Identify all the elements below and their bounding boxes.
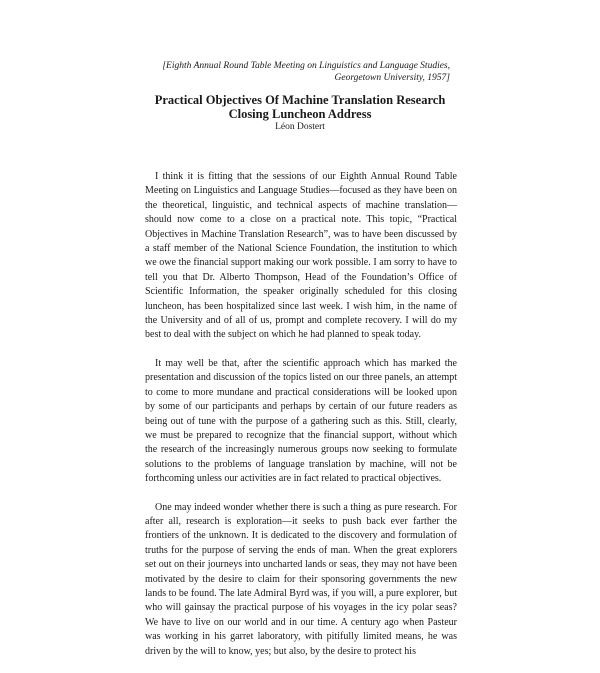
paragraph-1: I think it is fitting that the sessions of our Eighth Annual Round Table Meeting on Linguistics and Language Studies—focused as they have been on the theoretical, linguistic, and technical aspects of machine translation— should now come to a close on a practical note. This topic, “Practical Objectives in Machine Translation Research”, was to have been discussed by a staff member of the National Science Foundation, the institution to which we owe the financial support making our work possible. I am sorry to have to tell you that Dr. Alberto Thompson, Head of the Foundation’s Office of Scientific Information, the speaker originally scheduled for this closing luncheon, has been hospitalized since last week. I wish him, in the name of the University and of all of us, prompt and complete recovery. I will do my best to deal with the subject on which he had planned to speak today. <box>145 171 457 341</box>
source-line-1: [Eighth Annual Round Table Meeting on Linguistics and Language Studies, <box>162 61 450 71</box>
author-name: Léon Dostert <box>275 122 325 132</box>
title-block <box>100 93 500 133</box>
source-line-2: Georgetown University, 1957] <box>334 73 450 83</box>
paragraph-3: One may indeed wonder whether there is such a thing as pure research. For after all, research is exploration—it seeks to push back ever farther the frontiers of the unknown. It is dedicated to the discovery and formulation of truths for the purpose of serving the ends of man. When the great explorers set out on their journeys into uncharted lands or seas, they may not have been motivated by the desire to claim for their sponsoring governments the new lands to be found. The late Admiral Byrd was, if you will, a pure explorer, but who will gainsay the practical purpose of his voyages in the icy polar seas? We have to live on our world and in our time. A century ago when Pasteur was working in his garret laboratory, with pitifully limited means, he was driven by the will to know, yes; but also, by the desire to protect his <box>145 501 457 657</box>
body-text <box>145 170 457 673</box>
source-citation <box>120 60 450 84</box>
paragraph-2: It may well be that, after the scientific approach which has marked the presentation and discussion of the topics listed on our three panels, an attempt to come to more mundane and practical considerations will be looked upon by some of our participants and perhaps by certain of our future readers as being out of tune with the purpose of a gathering such as this. Still, clearly, we must be prepared to recognize that the financial support, without which the research of the increasingly numerous groups now seeking to formulate solutions to the problems of language translation by machine, will not be forthcoming unless our activities are in fact related to practical objectives. <box>145 357 457 485</box>
page-title: Practical Objectives Of Machine Translation Research <box>154 93 446 107</box>
page-subtitle: Closing Luncheon Address <box>228 107 372 121</box>
